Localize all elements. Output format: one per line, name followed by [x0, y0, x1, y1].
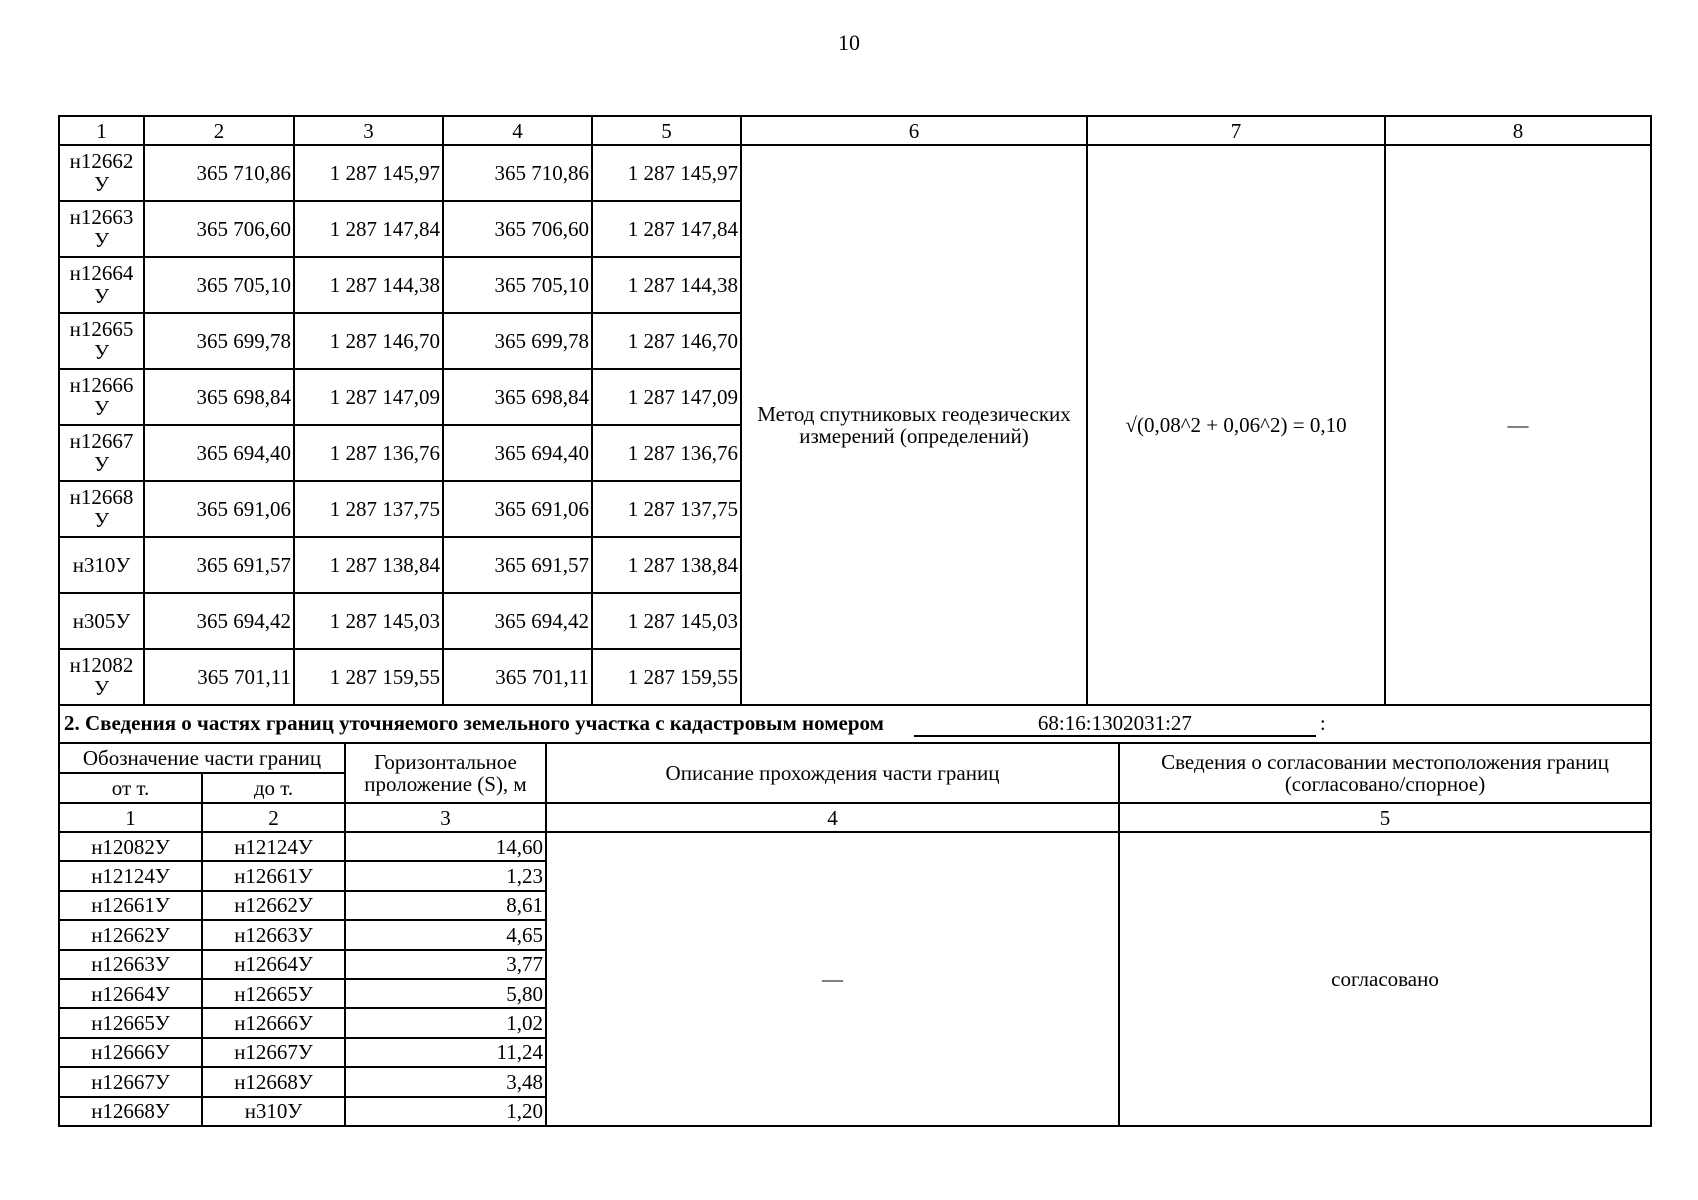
y-coordinate-cell: 1 287 159,55 — [294, 649, 443, 705]
x-coordinate-cell: 365 710,86 — [443, 145, 592, 201]
from-point-cell: н12082У — [59, 832, 202, 861]
x-coordinate-cell: 365 701,11 — [443, 649, 592, 705]
x-coordinate-cell: 365 694,40 — [144, 425, 294, 481]
table-header-row — [59, 116, 1651, 145]
column-header: 7 — [1087, 116, 1385, 145]
column-header: 4 — [443, 116, 592, 145]
point-cell: н12664 У — [59, 257, 144, 313]
y-coordinate-cell: 1 287 138,84 — [294, 537, 443, 593]
horizontal-distance-cell: 8,61 — [345, 891, 546, 920]
section-title — [59, 705, 1651, 743]
table-row — [59, 832, 1651, 861]
y-coordinate-cell: 1 287 144,38 — [592, 257, 741, 313]
column-header: 1 — [59, 116, 144, 145]
to-point-cell: н12662У — [202, 891, 345, 920]
to-point-cell: н12666У — [202, 1008, 345, 1037]
y-coordinate-cell: 1 287 159,55 — [592, 649, 741, 705]
page-number: 10 — [838, 30, 860, 55]
to-point-cell: н310У — [202, 1097, 345, 1126]
horizontal-distance-cell: 1,20 — [345, 1097, 546, 1126]
column-header: 3 — [294, 116, 443, 145]
column-header: 6 — [741, 116, 1087, 145]
y-coordinate-cell: 1 287 147,09 — [294, 369, 443, 425]
point-cell: н305У — [59, 593, 144, 649]
y-coordinate-cell: 1 287 137,75 — [592, 481, 741, 537]
description-cell: — — [546, 832, 1119, 1126]
from-point-cell: н12666У — [59, 1038, 202, 1067]
x-coordinate-cell: 365 698,84 — [144, 369, 294, 425]
x-coordinate-cell: 365 705,10 — [443, 257, 592, 313]
horizontal-distance-cell: 4,65 — [345, 920, 546, 949]
point-cell: н12662 У — [59, 145, 144, 201]
horizontal-header: Горизонтальное проложение (S), м — [345, 743, 546, 803]
agreement-cell: согласовано — [1119, 832, 1651, 1126]
y-coordinate-cell: 1 287 144,38 — [294, 257, 443, 313]
column-number: 3 — [345, 803, 546, 832]
x-coordinate-cell: 365 691,57 — [443, 537, 592, 593]
x-coordinate-cell: 365 691,57 — [144, 537, 294, 593]
point-cell: н12667 У — [59, 425, 144, 481]
designation-header: Обозначение части границ — [59, 743, 345, 773]
y-coordinate-cell: 1 287 146,70 — [294, 313, 443, 369]
column-number: 4 — [546, 803, 1119, 832]
from-point-cell: н12662У — [59, 920, 202, 949]
to-point-cell: н12668У — [202, 1067, 345, 1096]
y-coordinate-cell: 1 287 138,84 — [592, 537, 741, 593]
from-point-cell: н12664У — [59, 979, 202, 1008]
description-header: Описание прохождения части границ — [546, 743, 1119, 803]
column-header: 5 — [592, 116, 741, 145]
y-coordinate-cell: 1 287 136,76 — [592, 425, 741, 481]
horizontal-distance-cell: 5,80 — [345, 979, 546, 1008]
y-coordinate-cell: 1 287 147,84 — [592, 201, 741, 257]
y-coordinate-cell: 1 287 147,84 — [294, 201, 443, 257]
point-cell: н12668 У — [59, 481, 144, 537]
point-cell: н12082 У — [59, 649, 144, 705]
boundary-parts-table — [58, 704, 1652, 1127]
table-row — [59, 145, 1651, 201]
to-header: до т. — [202, 773, 345, 803]
point-cell: н310У — [59, 537, 144, 593]
point-cell: н12663 У — [59, 201, 144, 257]
y-coordinate-cell: 1 287 137,75 — [294, 481, 443, 537]
column-header: 2 — [144, 116, 294, 145]
x-coordinate-cell: 365 698,84 — [443, 369, 592, 425]
y-coordinate-cell: 1 287 145,97 — [592, 145, 741, 201]
to-point-cell: н12661У — [202, 861, 345, 890]
x-coordinate-cell: 365 694,42 — [144, 593, 294, 649]
column-number: 1 — [59, 803, 202, 832]
to-point-cell: н12665У — [202, 979, 345, 1008]
title-colon: : — [1319, 711, 1326, 735]
x-coordinate-cell: 365 710,86 — [144, 145, 294, 201]
y-coordinate-cell: 1 287 136,76 — [294, 425, 443, 481]
y-coordinate-cell: 1 287 145,97 — [294, 145, 443, 201]
agreement-header: Сведения о согласовании местоположения границ (согласовано/спорное) — [1119, 743, 1651, 803]
from-point-cell: н12665У — [59, 1008, 202, 1037]
coordinates-table — [58, 115, 1652, 706]
from-point-cell: н12667У — [59, 1067, 202, 1096]
y-coordinate-cell: 1 287 145,03 — [592, 593, 741, 649]
point-cell: н12665 У — [59, 313, 144, 369]
section-title-text: 2. Сведения о частях границ уточняемого земельного участка с кадастровым номером — [64, 711, 884, 735]
horizontal-distance-cell: 1,23 — [345, 861, 546, 890]
column-number: 5 — [1119, 803, 1651, 832]
x-coordinate-cell: 365 694,40 — [443, 425, 592, 481]
x-coordinate-cell: 365 691,06 — [144, 481, 294, 537]
to-point-cell: н12124У — [202, 832, 345, 861]
from-point-cell: н12663У — [59, 950, 202, 979]
column-number: 2 — [202, 803, 345, 832]
accuracy-cell: √(0,08^2 + 0,06^2) = 0,10 — [1087, 145, 1385, 705]
point-cell: н12666 У — [59, 369, 144, 425]
from-header: от т. — [59, 773, 202, 803]
y-coordinate-cell: 1 287 147,09 — [592, 369, 741, 425]
horizontal-distance-cell: 1,02 — [345, 1008, 546, 1037]
to-point-cell: н12664У — [202, 950, 345, 979]
from-point-cell: н12124У — [59, 861, 202, 890]
from-point-cell: н12661У — [59, 891, 202, 920]
column-header: 8 — [1385, 116, 1651, 145]
horizontal-distance-cell: 11,24 — [345, 1038, 546, 1067]
x-coordinate-cell: 365 705,10 — [144, 257, 294, 313]
horizontal-distance-cell: 14,60 — [345, 832, 546, 861]
to-point-cell: н12667У — [202, 1038, 345, 1067]
x-coordinate-cell: 365 691,06 — [443, 481, 592, 537]
cadastral-number: 68:16:1302031:27 — [914, 711, 1316, 737]
y-coordinate-cell: 1 287 146,70 — [592, 313, 741, 369]
horizontal-distance-cell: 3,77 — [345, 950, 546, 979]
method-cell: Метод спутниковых геодезических измерений (определений) — [741, 145, 1087, 705]
x-coordinate-cell: 365 701,11 — [144, 649, 294, 705]
column-8-cell: — — [1385, 145, 1651, 705]
x-coordinate-cell: 365 706,60 — [443, 201, 592, 257]
x-coordinate-cell: 365 694,42 — [443, 593, 592, 649]
x-coordinate-cell: 365 706,60 — [144, 201, 294, 257]
x-coordinate-cell: 365 699,78 — [144, 313, 294, 369]
x-coordinate-cell: 365 699,78 — [443, 313, 592, 369]
horizontal-distance-cell: 3,48 — [345, 1067, 546, 1096]
from-point-cell: н12668У — [59, 1097, 202, 1126]
to-point-cell: н12663У — [202, 920, 345, 949]
y-coordinate-cell: 1 287 145,03 — [294, 593, 443, 649]
